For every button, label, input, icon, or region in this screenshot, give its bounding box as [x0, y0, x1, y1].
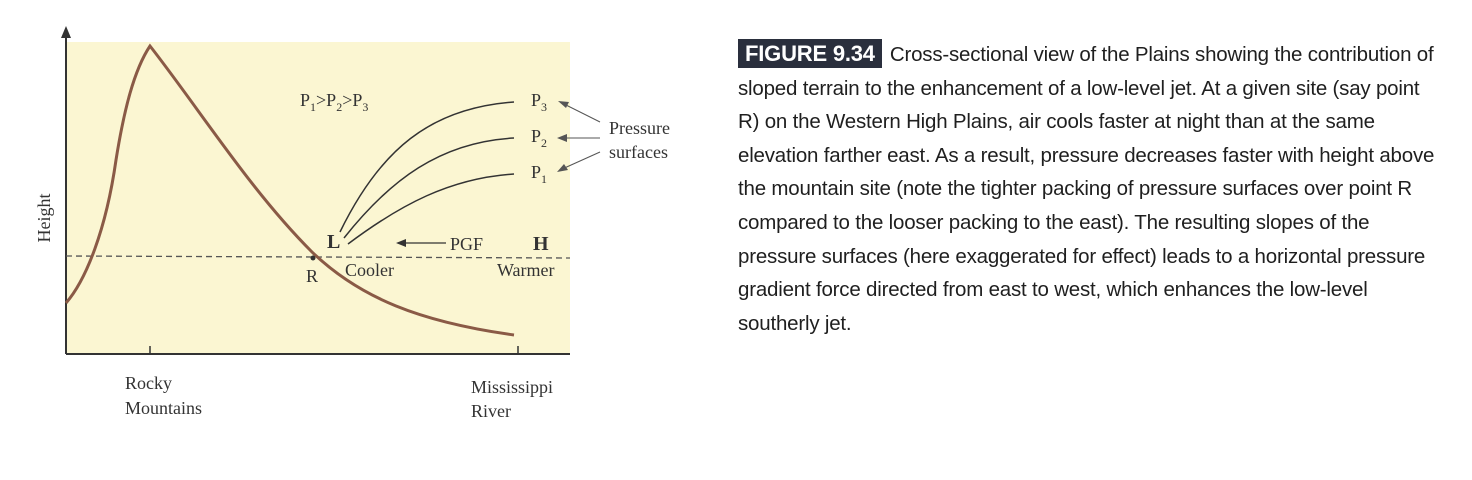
point-r-marker — [311, 256, 316, 261]
diagram-panel — [66, 42, 570, 354]
figure-number-label: FIGURE 9.34 — [738, 39, 882, 68]
figure-caption — [738, 38, 1438, 340]
mississippi-river-label-line1: Mississippi — [471, 377, 554, 397]
caption-text: Cross-sectional view of the Plains showing the contribution of sloped terrain to the enhancement of a low-level jet. At a given site (say point R) on the Western High Plains, air cools faster at night than at the same elevation farther east. As a result, pressure decreases faster with height above the mountain site (note the tighter packing of pressure surfaces over point R compared to the looser packing to the east). The resulting slopes of the pressure surfaces (here exaggerated for effect) leads to a horizontal pressure gradient force directed from east to west, which enhances the low-level southerly jet. — [738, 43, 1435, 335]
cross-section-diagram — [0, 0, 720, 480]
pressure-surfaces-label-line2: surfaces — [609, 142, 668, 162]
y-axis-label: Height — [34, 193, 54, 243]
p3-label: $P_3$ — [531, 90, 548, 114]
pgf-label: PGF — [450, 234, 484, 254]
rocky-mountains-label-line1: Rocky — [125, 373, 172, 393]
point-r-label: R — [306, 266, 319, 286]
p1-label: $P_1$ — [531, 162, 548, 186]
p2-label: $P_2$ — [531, 126, 548, 150]
warmer-label: Warmer — [497, 260, 555, 280]
cooler-label: Cooler — [345, 260, 394, 280]
y-axis-arrowhead — [61, 26, 71, 38]
pressure-relation-label: $P_1>P_2>P_3$ — [300, 90, 369, 114]
mississippi-river-label-line2: River — [471, 401, 511, 421]
rocky-mountains-label-line2: Mountains — [125, 398, 203, 418]
low-pressure-label: L — [327, 231, 341, 253]
high-pressure-label: H — [533, 233, 549, 255]
pressure-surfaces-label-line1: Pressure — [609, 118, 670, 138]
